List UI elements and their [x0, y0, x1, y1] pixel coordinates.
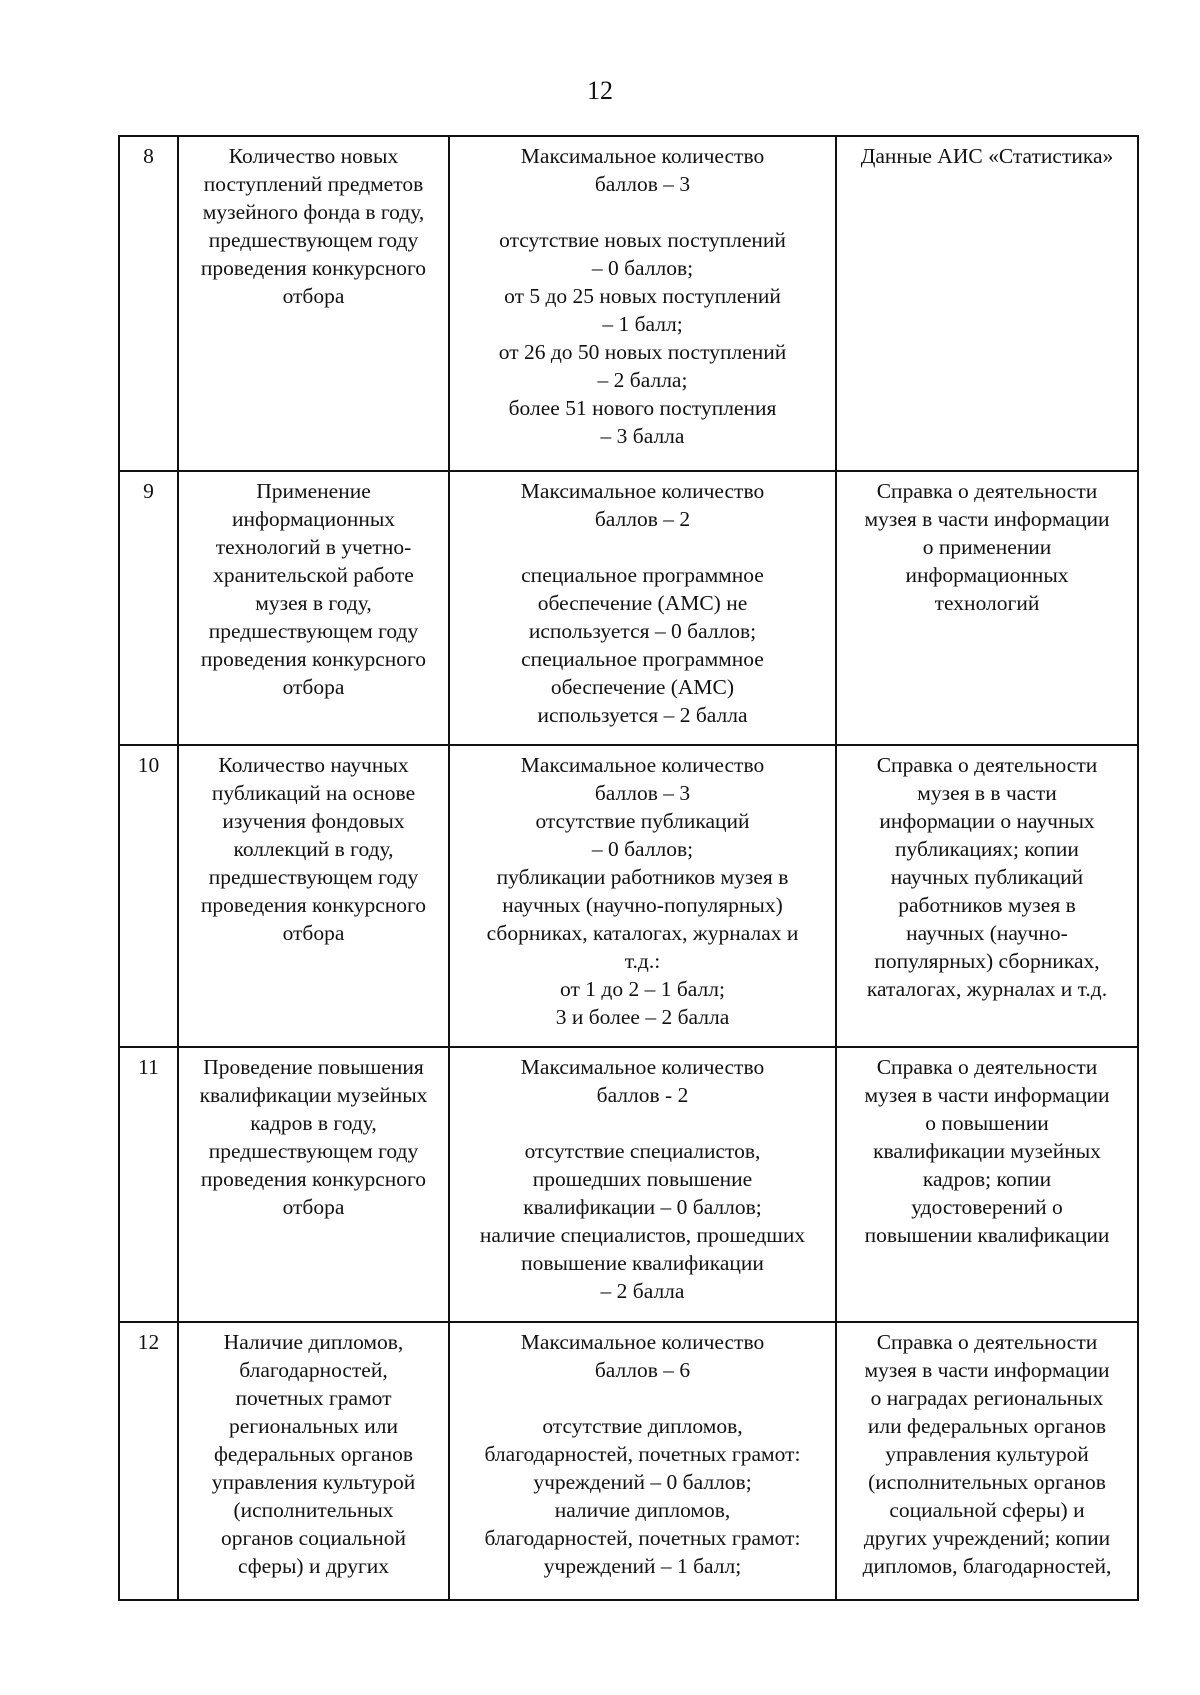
source-cell: Справка о деятельности музея в части информации о применении информационных технологий [836, 471, 1138, 745]
source-cell: Справка о деятельности музея в части информации о наградах региональных или федеральных органов управления культурой (исполнительных органов социальной сферы) и других учреждений; копии дипломов, благодарностей, [836, 1322, 1138, 1600]
criterion-cell: Количество новых поступлений предметов музейного фонда в году, предшествующем году проведения конкурсного отбора [178, 136, 449, 471]
row-number: 12 [119, 1322, 178, 1600]
criterion-cell: Наличие дипломов, благодарностей, почетных грамот региональных или федеральных органов управления культурой (исполнительных органов социальной сферы) и других [178, 1322, 449, 1600]
score-cell [449, 471, 836, 745]
score-body: отсутствие специалистов, прошедших повышение квалификации – 0 баллов; наличие специалистов, прошедших повышение квалификации – 2 балла [479, 1139, 806, 1303]
score-cell [449, 1047, 836, 1322]
score-cell [449, 136, 836, 471]
score-body: отсутствие дипломов, благодарностей, почетных грамот: учреждений – 0 баллов; наличие дипломов, благодарностей, почетных грамот: учреждений – 1 балл; [484, 1414, 801, 1578]
score-header: Максимальное количество баллов – 3 [520, 144, 765, 196]
table-row [119, 745, 1138, 1047]
table-row [119, 1322, 1138, 1600]
criterion-cell: Применение информационных технологий в учетно- хранительской работе музея в году, предшествующем году проведения конкурсного отбора [178, 471, 449, 745]
score-header: Максимальное количество баллов – 3 отсутствие публикаций – 0 баллов; публикации работников музея в научных (научно-популярных) сборниках, каталогах, журналах и т.д.: от 1 до 2 – 1 балл; 3 и более – 2 балла [486, 753, 799, 1029]
table-row [119, 1047, 1138, 1322]
score-header: Максимальное количество баллов – 2 [520, 479, 765, 531]
score-header: Максимальное количество баллов – 6 [520, 1330, 765, 1382]
table-row [119, 471, 1138, 745]
score-cell [449, 1322, 836, 1600]
row-number: 9 [119, 471, 178, 745]
source-cell: Справка о деятельности музея в части информации о повышении квалификации музейных кадров; копии удостоверений о повышении квалификации [836, 1047, 1138, 1322]
score-body: специальное программное обеспечение (АМС) не используется – 0 баллов; специальное программное обеспечение (АМС) используется – 2 балла [521, 563, 764, 727]
score-header: Максимальное количество баллов - 2 [520, 1055, 765, 1107]
page-number: 12 [587, 76, 613, 105]
row-number: 8 [119, 136, 178, 471]
row-number: 10 [119, 745, 178, 1047]
criterion-cell: Проведение повышения квалификации музейных кадров в году, предшествующем году проведения конкурсного отбора [178, 1047, 449, 1322]
criteria-table [118, 135, 1139, 1601]
criterion-cell: Количество научных публикаций на основе изучения фондовых коллекций в году, предшествующем году проведения конкурсного отбора [178, 745, 449, 1047]
table-row [119, 136, 1138, 471]
source-cell: Данные АИС «Статистика» [836, 136, 1138, 471]
score-cell [449, 745, 836, 1047]
source-cell: Справка о деятельности музея в в части информации о научных публикациях; копии научных публикаций работников музея в научных (научно- популярных) сборниках, каталогах, журналах и т.д. [836, 745, 1138, 1047]
score-body: отсутствие новых поступлений – 0 баллов; от 5 до 25 новых поступлений – 1 балл; от 26 до 50 новых поступлений – 2 балла; более 51 нового поступления – 3 балла [498, 228, 787, 448]
row-number: 11 [119, 1047, 178, 1322]
